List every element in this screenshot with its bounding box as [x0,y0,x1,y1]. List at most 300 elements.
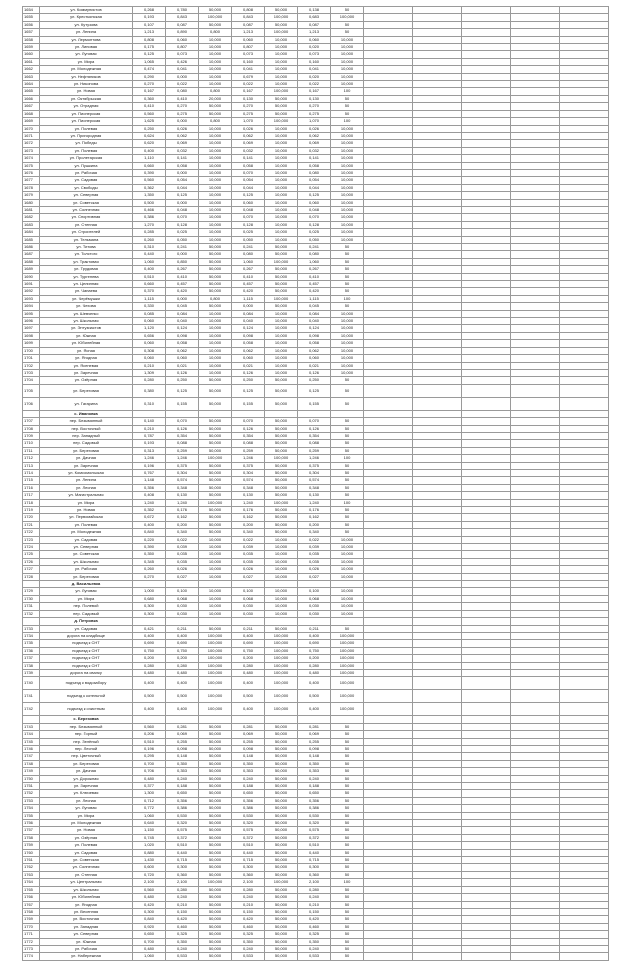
value-cell: 0,058 [166,340,199,347]
table-row [23,723,609,730]
empty-cell [560,140,609,147]
value-cell: 0,574 [298,477,331,484]
empty-cell [560,221,609,228]
value-cell: 50,000 [265,281,298,288]
value-cell: 50,000 [265,477,298,484]
value-cell: 0,080 [166,88,199,95]
empty-cell [364,310,413,317]
road-name: пер. Безымянный [40,723,133,730]
value-cell: 100,000 [331,662,364,669]
empty-cell [364,625,413,632]
road-name: ул. Пушкина [40,162,133,169]
empty-cell [364,703,413,716]
value-cell: 1,060 [133,258,166,265]
value-cell: 100 [331,88,364,95]
value-cell: 100,000 [265,662,298,669]
empty-cell [511,88,560,95]
value-cell: 10,000 [265,81,298,88]
empty-cell [462,662,511,669]
empty-cell [413,425,462,432]
empty-cell [462,447,511,454]
value-cell: 0,408 [133,492,166,499]
value-cell: 0,000 [166,118,199,125]
table-row [23,118,609,125]
value-cell: 10,000 [331,544,364,551]
value-cell: 0,062 [166,347,199,354]
empty-cell [462,894,511,901]
empty-cell [511,931,560,938]
value-cell: 0,255 [166,738,199,745]
table-row [23,288,609,295]
empty-cell [462,603,511,610]
empty-cell [413,662,462,669]
value-cell: 0,193 [133,14,166,21]
table-row [23,551,609,558]
value-cell: 0,200 [133,655,166,662]
value-cell: 0,220 [133,536,166,543]
table-row [23,51,609,58]
empty-cell [560,923,609,930]
empty-cell [511,206,560,213]
value-cell: 50,000 [199,723,232,730]
value-cell: 0,480 [232,669,265,676]
value-cell: 0,800 [199,29,232,36]
value-cell: 0,480 [166,669,199,676]
empty-cell [462,192,511,199]
value-cell: 0,000 [232,303,265,310]
value-cell: 0,460 [298,923,331,930]
value-cell: 50,000 [265,908,298,915]
empty-cell [462,931,511,938]
empty-cell [462,669,511,676]
empty-cell [413,499,462,506]
value-cell: 0,354 [232,432,265,439]
value-cell: 0,080 [298,251,331,258]
value-cell: 0,843 [232,14,265,21]
road-name: ул. Свободы [40,184,133,191]
row-number: 1711 [23,447,40,454]
empty-cell [560,812,609,819]
row-number: 1745 [23,738,40,745]
road-name: ул. Восточная [40,916,133,923]
empty-cell [364,332,413,339]
row-number: 1700 [23,347,40,354]
value-cell: 0,533 [166,953,199,960]
value-cell: 100,000 [265,669,298,676]
value-cell: 50 [331,103,364,110]
value-cell: 10,000 [331,340,364,347]
value-cell: 0,085 [133,310,166,317]
road-name: ул. Береговая [40,384,133,397]
empty-cell [462,169,511,176]
road-name: ул. Черёмушки [40,295,133,302]
empty-cell [364,812,413,819]
value-cell: 10,000 [199,81,232,88]
value-cell: 50 [331,266,364,273]
value-cell: 50,000 [199,857,232,864]
empty-cell [462,66,511,73]
value-cell: 0,020 [298,73,331,80]
empty-cell [560,36,609,43]
empty-cell [462,425,511,432]
road-name: ул. Ягодная [40,901,133,908]
road-name: ул. Полевая [40,842,133,849]
value-cell: 50,000 [265,266,298,273]
value-cell: 0,650 [232,790,265,797]
value-cell: 0,021 [298,362,331,369]
table-row [23,177,609,184]
row-number: 1688 [23,258,40,265]
empty-cell [511,355,560,362]
empty-cell [462,551,511,558]
empty-cell [364,738,413,745]
value-cell: 10,000 [331,362,364,369]
value-cell: 0,058 [232,340,265,347]
empty-cell [462,753,511,760]
road-name: ул. Центральная [40,879,133,886]
value-cell [232,618,265,625]
empty-cell [560,377,609,384]
value-cell: 10,000 [331,558,364,565]
empty-cell [413,110,462,117]
value-cell: 0,356 [232,797,265,804]
empty-cell [560,7,609,14]
row-number: 1726 [23,558,40,565]
value-cell: 50,000 [265,812,298,819]
value-cell: 0,040 [232,318,265,325]
value-cell: 50,000 [199,258,232,265]
value-cell: 0,176 [166,507,199,514]
value-cell: 50 [331,768,364,775]
value-cell: 0,060 [133,340,166,347]
road-name: ул. Садовая [40,177,133,184]
value-cell: 10,000 [265,325,298,332]
empty-cell [364,632,413,639]
empty-cell [364,603,413,610]
value-cell: 0,330 [133,303,166,310]
value-cell: 0,320 [232,820,265,827]
empty-cell [511,214,560,221]
value-cell: 0,141 [232,155,265,162]
empty-cell [511,551,560,558]
value-cell: 10,000 [199,169,232,176]
value-cell: 0,386 [133,214,166,221]
empty-cell [413,775,462,782]
empty-cell [413,812,462,819]
value-cell: 10,000 [331,536,364,543]
value-cell: 100,000 [265,258,298,265]
row-number: 1661 [23,58,40,65]
value-cell: 0,530 [232,812,265,819]
empty-cell [413,790,462,797]
empty-cell [413,723,462,730]
value-cell: 0,211 [232,625,265,632]
empty-cell [560,760,609,767]
table-row [23,603,609,610]
value-cell: 0,240 [166,945,199,952]
empty-cell [560,266,609,273]
empty-cell [462,544,511,551]
empty-cell [462,214,511,221]
value-cell: 0,375 [232,462,265,469]
value-cell [166,410,199,417]
value-cell: 0,295 [133,753,166,760]
row-number: 1734 [23,632,40,639]
road-name: подъезд к водозабору [40,677,133,690]
value-cell: 0,160 [298,58,331,65]
empty-cell [413,258,462,265]
road-name: пер. Восточный [40,425,133,432]
value-cell: 50,000 [199,462,232,469]
table-row [23,432,609,439]
value-cell: 50,000 [265,938,298,945]
value-cell [232,716,265,723]
empty-cell [560,103,609,110]
road-name: ул. Северная [40,192,133,199]
empty-cell [462,29,511,36]
value-cell: 0,308 [133,347,166,354]
value-cell: 50,000 [199,953,232,960]
empty-cell [462,618,511,625]
value-cell: 100,000 [199,662,232,669]
value-cell: 0,070 [166,214,199,221]
empty-cell [413,51,462,58]
empty-cell [511,894,560,901]
empty-cell [511,303,560,310]
table-row [23,945,609,952]
empty-cell [364,916,413,923]
empty-cell [511,745,560,752]
value-cell: 10,000 [331,162,364,169]
empty-cell [413,931,462,938]
empty-cell [511,507,560,514]
empty-cell [560,199,609,206]
value-cell: 50 [331,953,364,960]
road-name: ул. Никонова [40,81,133,88]
value-cell: 0,260 [133,566,166,573]
value-cell: 0,250 [166,377,199,384]
empty-cell [462,469,511,476]
value-cell: 0,255 [232,738,265,745]
table-row [23,864,609,871]
empty-cell [413,397,462,410]
empty-cell [413,295,462,302]
empty-cell [413,199,462,206]
value-cell: 0,787 [133,432,166,439]
value-cell: 0,054 [232,177,265,184]
value-cell: 1,270 [133,221,166,228]
value-cell: 50 [331,931,364,938]
value-cell: 0,679 [232,73,265,80]
value-cell: 50,000 [199,281,232,288]
value-cell: 50 [331,447,364,454]
value-cell: 10,000 [265,355,298,362]
value-cell: 50,000 [199,797,232,804]
empty-cell [364,931,413,938]
value-cell: 50,000 [265,790,298,797]
empty-cell [413,529,462,536]
empty-cell [462,340,511,347]
value-cell: 10,000 [331,73,364,80]
empty-cell [364,640,413,647]
value-cell: 50 [331,820,364,827]
empty-cell [560,162,609,169]
table-row [23,214,609,221]
value-cell: 50 [331,871,364,878]
empty-cell [364,595,413,602]
empty-cell [364,618,413,625]
empty-cell [462,347,511,354]
empty-cell [364,507,413,514]
row-number: 1770 [23,923,40,930]
road-name: ул. Шевченко [40,310,133,317]
value-cell: 50,000 [199,492,232,499]
empty-cell [511,95,560,102]
value-cell: 10,000 [265,66,298,73]
road-name: ул. Молодежная [40,820,133,827]
value-cell: 0,054 [166,177,199,184]
value-cell: 0,480 [298,669,331,676]
value-cell: 0,188 [298,783,331,790]
empty-cell [560,88,609,95]
table-row [23,745,609,752]
value-cell: 0,032 [298,147,331,154]
row-number: 1709 [23,432,40,439]
value-cell: 1,120 [133,325,166,332]
value-cell: 0,280 [133,662,166,669]
value-cell: 50 [331,745,364,752]
value-cell: 100,000 [199,690,232,703]
row-number: 1673 [23,147,40,154]
value-cell: 100,000 [265,29,298,36]
empty-cell [364,214,413,221]
empty-cell [511,110,560,117]
table-row [23,447,609,454]
value-cell: 0,060 [166,355,199,362]
road-name: ул. Садовая [40,536,133,543]
settlement-name: с. Березовка [40,716,133,723]
value-cell: 100,000 [331,632,364,639]
empty-cell [511,783,560,790]
value-cell: 0,045 [166,303,199,310]
value-cell: 0,350 [232,760,265,767]
row-number: 1761 [23,857,40,864]
table-row [23,879,609,886]
value-cell: 0,807 [232,44,265,51]
value-cell: 0,050 [232,236,265,243]
empty-cell [462,162,511,169]
value-cell: 0,400 [133,266,166,273]
road-name: ул. Толстого [40,251,133,258]
empty-cell [364,499,413,506]
value-cell: 0,125 [232,192,265,199]
value-cell: 50,000 [265,738,298,745]
value-cell: 10,000 [199,140,232,147]
value-cell: 50,000 [199,7,232,14]
value-cell: 0,320 [166,820,199,827]
value-cell: 50,000 [199,871,232,878]
row-number: 1698 [23,332,40,339]
value-cell: 50,000 [199,110,232,117]
value-cell: 0,250 [232,377,265,384]
section-row [23,716,609,723]
value-cell: 10,000 [265,551,298,558]
value-cell: 0,128 [232,221,265,228]
value-cell: 0,356 [133,484,166,491]
empty-cell [560,738,609,745]
road-name: ул. Степная [40,871,133,878]
value-cell: 10,000 [265,221,298,228]
value-cell: 0,560 [133,110,166,117]
value-cell: 0,130 [298,95,331,102]
empty-cell [511,362,560,369]
value-cell: 100,000 [199,647,232,654]
empty-cell [413,7,462,14]
empty-cell [462,325,511,332]
empty-cell [560,842,609,849]
value-cell: 100,000 [331,647,364,654]
value-cell: 50,000 [199,377,232,384]
value-cell: 100,000 [199,499,232,506]
row-number [23,410,40,417]
value-cell: 50 [331,923,364,930]
road-name: ул. Школьная [40,558,133,565]
empty-cell [462,760,511,767]
empty-cell [413,953,462,960]
value-cell: 0,750 [133,647,166,654]
value-cell: 50,000 [265,521,298,528]
empty-cell [462,558,511,565]
empty-cell [560,938,609,945]
settlement-name: с. Ивановка [40,410,133,417]
value-cell: 0,022 [298,81,331,88]
empty-cell [462,864,511,871]
empty-cell [462,377,511,384]
value-cell [298,410,331,417]
road-name: ул. Новая [40,507,133,514]
value-cell: 0,200 [232,655,265,662]
value-cell: 0,510 [232,842,265,849]
empty-cell [462,14,511,21]
value-cell: 0,400 [298,677,331,690]
value-cell: 0,150 [298,908,331,915]
value-cell: 0,640 [133,820,166,827]
road-name: ул. Озёрная [40,834,133,841]
road-name: ул. Трудовая [40,266,133,273]
empty-cell [511,923,560,930]
value-cell: 0,370 [133,288,166,295]
row-number: 1765 [23,886,40,893]
value-cell: 0,026 [232,566,265,573]
table-row [23,908,609,915]
table-row [23,916,609,923]
empty-cell [413,44,462,51]
road-name: ул. Пролетарская [40,155,133,162]
empty-cell [413,440,462,447]
empty-cell [364,410,413,417]
value-cell: 1,246 [166,455,199,462]
empty-cell [511,536,560,543]
value-cell: 1,000 [133,588,166,595]
row-number: 1723 [23,536,40,543]
empty-cell [511,864,560,871]
road-name: ул. Заречная [40,369,133,376]
empty-cell [364,140,413,147]
value-cell: 50 [331,281,364,288]
value-cell: 50,000 [265,492,298,499]
value-cell: 0,088 [298,440,331,447]
table-row [23,625,609,632]
